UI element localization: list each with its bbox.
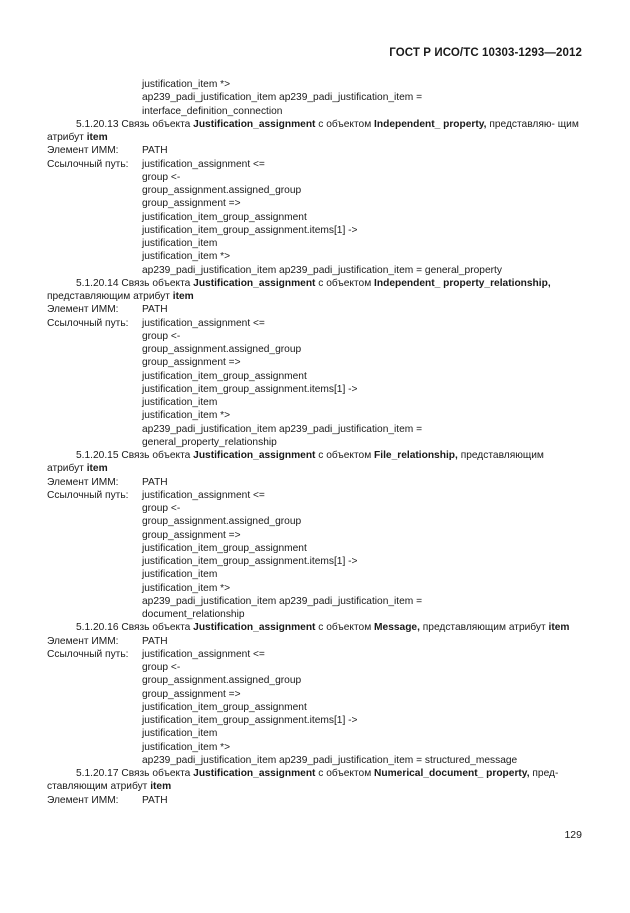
path-line: justification_item *> <box>142 741 231 753</box>
path-line: ap239_padi_justification_item ap239_padi_justification_item = <box>142 595 423 607</box>
element-value: PATH <box>142 794 168 806</box>
path-line: justification_item *> <box>142 251 231 263</box>
title-text: Связь объекта <box>121 450 191 461</box>
entity-name: Justification_assignment <box>193 118 316 130</box>
reference-path-row <box>47 489 583 502</box>
title-text: Связь объекта <box>121 768 191 779</box>
section-title <box>47 277 583 304</box>
title-text: представляющим атрибут <box>47 291 170 302</box>
element-row <box>47 794 583 807</box>
path-line: justification_item_group_assignment.items[1] -> <box>142 224 358 236</box>
title-text: с объектом <box>318 622 372 634</box>
page-number: 129 <box>564 829 582 841</box>
path-line: ap239_padi_justification_item ap239_padi_justification_item = structured_message <box>142 754 518 766</box>
path-line: group_assignment.assigned_group <box>142 675 302 687</box>
section-5-1-20-14 <box>47 277 583 449</box>
attribute-name: item <box>86 463 108 475</box>
reference-path-row <box>47 158 583 171</box>
sections <box>47 118 583 807</box>
path-line: justification_assignment <= <box>142 317 265 329</box>
reference-path-label: Ссылочный путь: <box>47 317 129 329</box>
title-text: представляю- <box>489 118 555 130</box>
section-number: 5.1.20.17 <box>76 768 119 779</box>
element-value: PATH <box>142 304 168 316</box>
section-title <box>47 449 583 476</box>
path-line: justification_item <box>142 397 218 408</box>
path-line: interface_definition_connection <box>142 105 283 117</box>
path-line: justification_item *> <box>142 410 231 422</box>
target-entity: File_relationship, <box>374 450 458 461</box>
path-line: justification_item <box>142 238 218 249</box>
path-line: justification_item_group_assignment.items[1] -> <box>142 383 358 395</box>
target-entity: Message, <box>374 622 420 634</box>
section-title <box>47 767 583 794</box>
title-text: с объектом <box>318 118 372 130</box>
path-line: justification_assignment <= <box>142 489 265 501</box>
title-text: с объектом <box>318 277 372 289</box>
path-line: justification_item *> <box>142 582 231 594</box>
section-number: 5.1.20.16 <box>76 622 119 634</box>
path-line: justification_item_group_assignment <box>142 542 307 554</box>
entity-name: Justification_assignment <box>193 277 316 289</box>
element-row <box>47 144 583 157</box>
section-5-1-20-15 <box>47 449 583 621</box>
path-line: group <- <box>142 503 181 514</box>
path-line: ap239_padi_justification_item ap239_padi_justification_item = <box>142 423 423 435</box>
page-header: ГОСТ Р ИСО/ТС 10303-1293—2012 <box>389 47 582 59</box>
path-line: group_assignment.assigned_group <box>142 344 302 355</box>
entity-name: Justification_assignment <box>193 768 316 779</box>
reference-path-label: Ссылочный путь: <box>47 489 129 501</box>
section-title <box>47 118 583 145</box>
title-text: Связь объекта <box>121 622 191 634</box>
path-line: justification_item_group_assignment.items[1] -> <box>142 556 358 567</box>
path-line: group_assignment => <box>142 357 241 369</box>
title-text: с объектом <box>318 450 372 461</box>
path-line: justification_item <box>142 728 218 740</box>
section-5-1-20-13 <box>47 118 583 277</box>
element-row <box>47 635 583 648</box>
element-label: Элемент ИММ: <box>47 304 119 316</box>
title-text: ставляющим атрибут <box>47 781 148 793</box>
path-line: group_assignment.assigned_group <box>142 185 302 196</box>
path-line: group_assignment => <box>142 529 241 541</box>
title-text: представляющим <box>460 450 544 461</box>
path-line: group_assignment => <box>142 198 241 210</box>
element-value: PATH <box>142 635 168 647</box>
section-number: 5.1.20.15 <box>76 450 119 461</box>
path-line: group_assignment => <box>142 688 241 700</box>
section-5-1-20-17 <box>47 767 583 807</box>
title-text: пред- <box>532 768 559 779</box>
path-line: group <- <box>142 171 181 183</box>
target-entity: Independent_ property, <box>374 118 487 130</box>
section-number: 5.1.20.13 <box>76 118 119 130</box>
element-row <box>47 303 583 316</box>
element-label: Элемент ИММ: <box>47 476 119 488</box>
element-label: Элемент ИММ: <box>47 145 119 157</box>
target-entity: Independent_ property_relationship, <box>374 277 551 289</box>
entity-name: Justification_assignment <box>193 450 316 461</box>
attribute-name: item <box>86 132 108 143</box>
intro-path-continuation <box>47 78 583 118</box>
title-text: атрибут <box>47 463 84 475</box>
title-text: Связь объекта <box>121 277 191 289</box>
entity-name: Justification_assignment <box>193 622 316 634</box>
reference-path-row <box>47 317 583 330</box>
path-line: justification_item_group_assignment <box>142 211 307 223</box>
target-entity: Numerical_document_ property, <box>374 768 530 779</box>
element-value: PATH <box>142 476 168 488</box>
attribute-name: item <box>172 291 194 302</box>
path-line: general_property_relationship <box>142 436 277 448</box>
path-line: justification_assignment <= <box>142 158 265 170</box>
path-line: justification_item <box>142 569 218 581</box>
path-line: group <- <box>142 330 181 342</box>
path-line: document_relationship <box>142 609 245 620</box>
title-text: Связь объекта <box>121 118 191 130</box>
element-row <box>47 476 583 489</box>
element-value: PATH <box>142 145 168 157</box>
path-line: justification_assignment <= <box>142 648 265 660</box>
reference-path-label: Ссылочный путь: <box>47 648 129 660</box>
reference-path-label: Ссылочный путь: <box>47 158 129 170</box>
section-number: 5.1.20.14 <box>76 277 119 289</box>
element-label: Элемент ИММ: <box>47 635 119 647</box>
path-line: group <- <box>142 662 181 673</box>
path-line: ap239_padi_justification_item ap239_padi_justification_item = general_property <box>142 264 502 276</box>
reference-path-row <box>47 648 583 661</box>
path-line: ap239_padi_justification_item ap239_padi_justification_item = <box>142 92 423 104</box>
attribute-name: item <box>150 781 172 793</box>
path-line: justification_item_group_assignment <box>142 370 307 382</box>
path-line: justification_item_group_assignment.items[1] -> <box>142 715 358 726</box>
title-text: щим атрибут <box>47 118 579 143</box>
title-text: с объектом <box>318 768 372 779</box>
section-title <box>47 621 583 634</box>
element-label: Элемент ИММ: <box>47 794 119 806</box>
document-body <box>47 78 583 807</box>
path-line: group_assignment.assigned_group <box>142 516 302 528</box>
attribute-name: item <box>548 622 570 634</box>
section-5-1-20-16 <box>47 621 583 767</box>
path-line: justification_item *> <box>142 79 231 90</box>
title-text: представляющим атрибут <box>422 622 546 634</box>
path-line: justification_item_group_assignment <box>142 701 307 713</box>
